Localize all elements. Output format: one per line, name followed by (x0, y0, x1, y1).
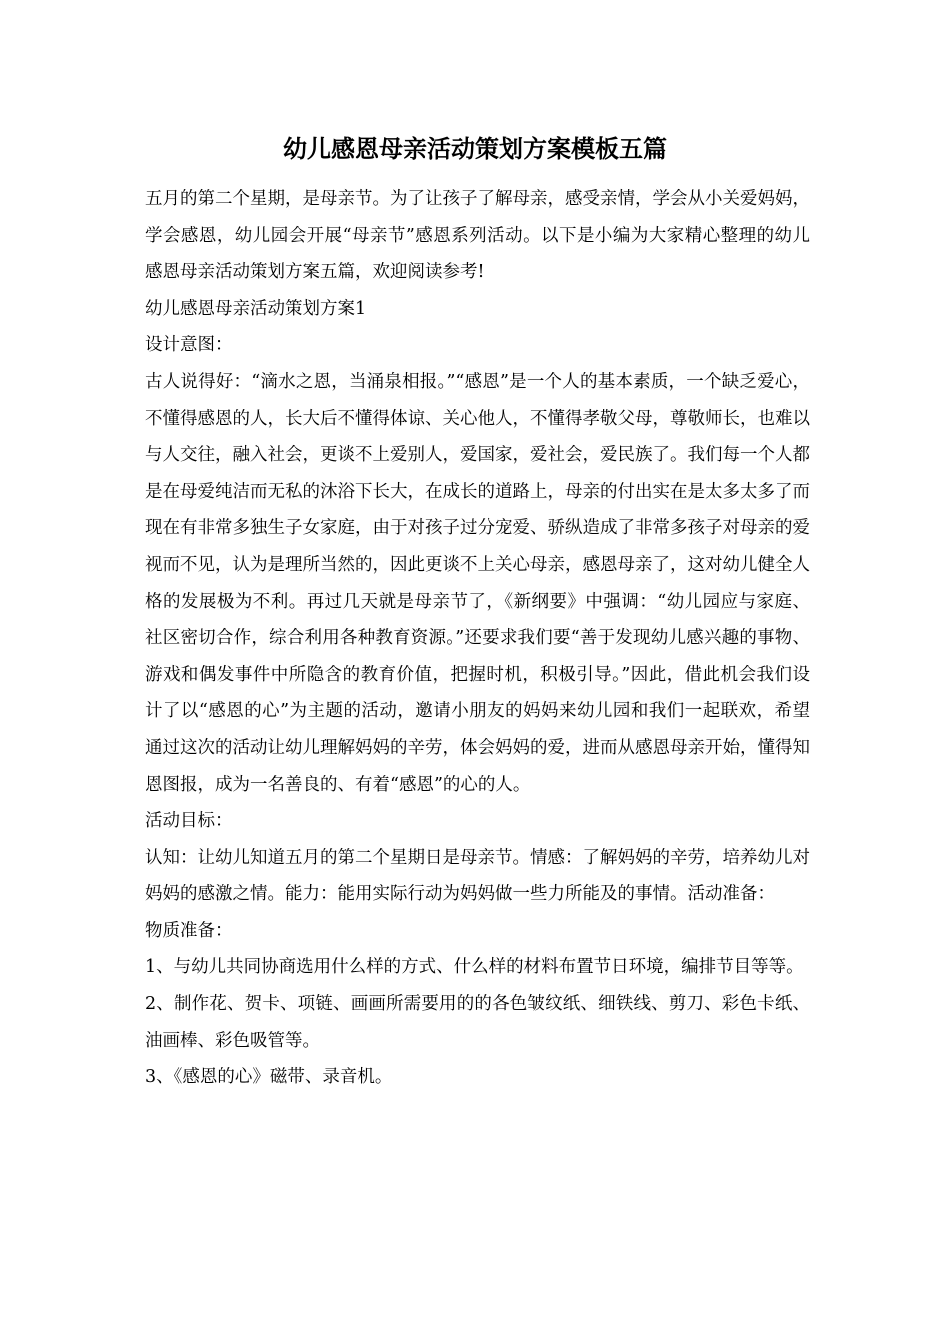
activity-goals-paragraph: 认知：让幼儿知道五月的第二个星期日是母亲节。情感：了解妈妈的辛劳，培养幼儿对妈妈的感激之情。能力：能用实际行动为妈妈做一些力所能及的事情。活动准备： (145, 847, 810, 905)
material-item-3: 3、《感恩的心》磁带、录音机。 (145, 1067, 393, 1088)
design-intent-paragraph: 古人说得好：“滴水之恩，当涌泉相报。”“感恩”是一个人的基本素质，一个缺乏爱心，不懂得感恩的人，长大后不懂得体谅、关心他人，不懂得孝敬父母，尊敬师长，也难以与人交往，融入社会，更谈不上爱别人，爱国家，爱社会，爱民族了。我们每一个人都是在母爱纯洁而无私的沐浴下长大，在成长的道路上，母亲的付出实在是太多太多了而现在有非常多独生子女家庭，由于对孩子过分宠爱、骄纵造成了非常多孩子对母亲的爱视而不见，认为是理所当然的，因此更谈不上关心母亲，感恩母亲了，这对幼儿健全人格的发展极为不利。再过几天就是母亲节了，《新纲要》中强调：“幼儿园应与家庭、社区密切合作，综合利用各种教育资源。”还要求我们要“善于发现幼儿感兴趣的事物、游戏和偶发事件中所隐含的教育价值，把握时机，积极引导。”因此，借此机会我们设计了以“感恩的心”为主题的活动，邀请小朋友的妈妈来幼儿园和我们一起联欢，希望通过这次的活动让幼儿理解妈妈的辛劳，体会妈妈的爱，进而从感恩母亲开始，懂得知恩图报，成为一名善良的、有着“感恩”的心的人。 (145, 371, 810, 795)
design-intent-label: 设计意图： (145, 335, 233, 356)
material-item-2: 2、制作花、贺卡、项链、画画所需要用的的各色皱纹纸、细铁线、剪刀、彩色卡纸、油画棒、彩色吸管等。 (145, 994, 810, 1051)
intro-paragraph: 五月的第二个星期，是母亲节。为了让孩子了解母亲，感受亲情，学会从小关爱妈妈，学会感恩，幼儿园会开展“母亲节”感恩系列活动。以下是小编为大家精心整理的幼儿感恩母亲活动策划方案五篇，欢迎阅读参考! (145, 189, 810, 283)
material-prep-label: 物质准备： (145, 920, 233, 941)
document-body (145, 181, 810, 1096)
material-item-1: 1、与幼儿共同协商选用什么样的方式、什么样的材料布置节日环境，编排节目等等。 (145, 957, 804, 978)
section-heading-plan-1: 幼儿感恩母亲活动策划方案1 (145, 298, 367, 319)
document-title: 幼儿感恩母亲活动策划方案模板五篇 (283, 134, 667, 163)
activity-goals-label: 活动目标： (145, 811, 233, 832)
